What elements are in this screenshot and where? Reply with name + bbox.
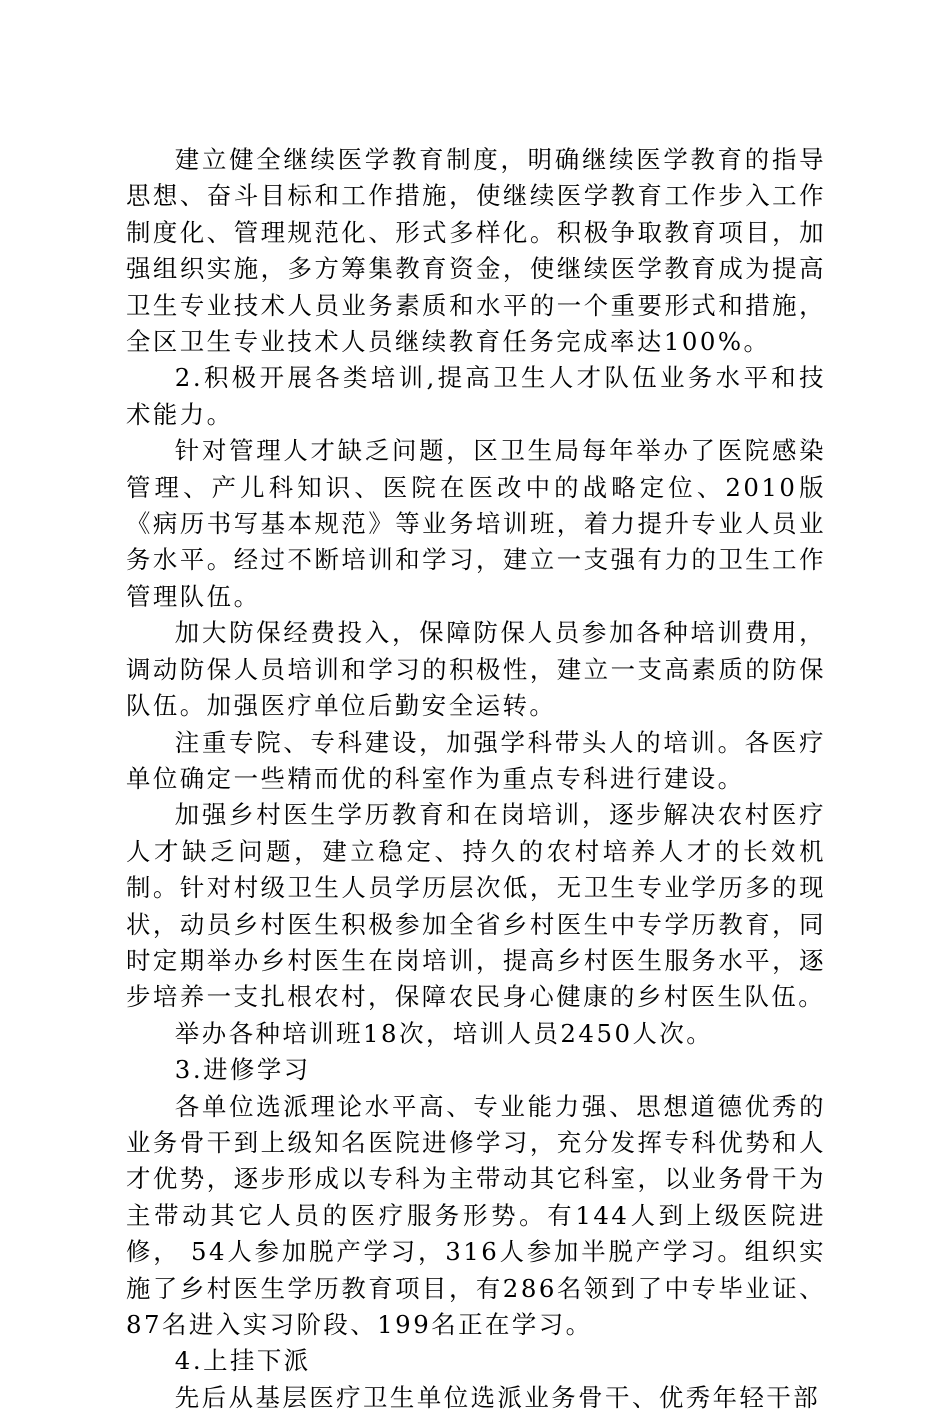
heading-secondment: 4.上挂下派 [174, 1346, 311, 1376]
document-body [126, 142, 826, 1416]
heading-training: 2.积极开展各类培训,提高卫生人才队伍业务水平和技术能力。 [126, 363, 826, 429]
paragraph-specialty-building: 注重专院、专科建设，加强学科带头人的培训。各医疗单位确定一些精而优的科室作为重点专科进行建设。 [126, 727, 826, 793]
paragraph-training-statistics: 举办各种培训班18次，培训人员2450人次。 [174, 1018, 714, 1048]
paragraph-prevention-team: 加大防保经费投入，保障防保人员参加各种培训费用，调动防保人员培训和学习的积极性，建立一支高素质的防保队伍。加强医疗单位后勤安全运转。 [126, 618, 826, 721]
paragraph-village-doctor-education: 加强乡村医生学历教育和在岗培训，逐步解决农村医疗人才缺乏问题，建立稳定、持久的农村培养人才的长效机制。针对村级卫生人员学历层次低，无卫生专业学历多的现状，动员乡村医生积极参加全省乡村医生中专学历教育，同时定期举办乡村医生在岗培训，提高乡村医生服务水平，逐步培养一支扎根农村，保障农民身心健康的乡村医生队伍。 [126, 800, 826, 1012]
paragraph-management-training: 针对管理人才缺乏问题，区卫生局每年举办了医院感染管理、产儿科知识、医院在医改中的战略定位、2010版《病历书写基本规范》等业务培训班，着力提升专业人员业务水平。经过不断培训和学习，建立一支强有力的卫生工作管理队伍。 [126, 436, 826, 611]
paragraph-continuing-education-system: 建立健全继续医学教育制度，明确继续医学教育的指导思想、奋斗目标和工作措施，使继续医学教育工作步入工作制度化、管理规范化、形式多样化。积极争取教育项目，加强组织实施，多方筹集教育资金，使继续医学教育成为提高卫生专业技术人员业务素质和水平的一个重要形式和措施，全区卫生专业技术人员继续教育任务完成率达100%。 [126, 145, 826, 357]
paragraph-further-study: 各单位选派理论水平高、专业能力强、思想道德优秀的业务骨干到上级知名医院进修学习，充分发挥专科优势和人才优势，逐步形成以专科为主带动其它科室，以业务骨干为主带动其它人员的医疗服务形势。有144人到上级医院进修， 54人参加脱产学习，316人参加半脱产学习。组织实施了乡村医生学历教育项目，有286名领到了中专毕业证、87名进入实习阶段、199名正在学习。 [126, 1091, 826, 1339]
heading-further-study: 3.进修学习 [174, 1055, 311, 1085]
paragraph-secondment: 先后从基层医疗卫生单位选派业务骨干、优秀年轻干部 [174, 1382, 821, 1412]
